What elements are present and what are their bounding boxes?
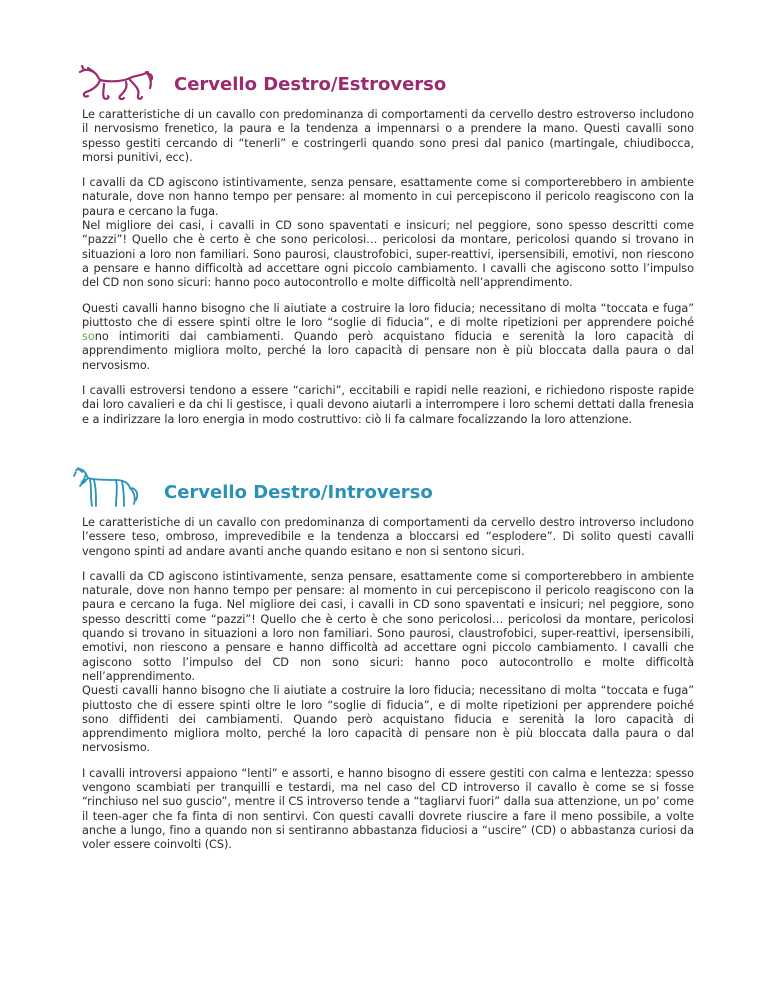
section-title: Cervello Destro/Introverso (164, 482, 433, 503)
paragraph: Le caratteristiche di un cavallo con predominanza di comportamenti da cervello destro introverso includono l’essere teso, ombroso, imprevedibile e la tendenza a bloccarsi ed “esplodere”. Di solito questi cavalli vengono spinti ad andare avanti anche quando esitano e non si sentono sicuri. (82, 516, 694, 558)
paragraph-with-highlight (82, 302, 694, 373)
standing-horse-icon (72, 466, 142, 512)
paragraph: I cavalli estroversi tendono a essere “carichi”, eccitabili e rapidi nelle reazioni, e richiedono risposte rapide dai loro cavalieri e da chi li gestisce, i quali devono aiutarli a interrompere i loro schemi dettati dalla frenesia e a indirizzare la loro energia in modo costruttivo: ciò li fa calmare focalizzando la loro attenzione. (82, 384, 694, 426)
section-heading (82, 62, 694, 102)
paragraph: I cavalli da CD agiscono istintivamente, senza pensare, esattamente come si comporterebbero in ambiente naturale, dove non hanno tempo per pensare: al momento in cui percepiscono il pericolo reagiscono con la paura e cercano la fuga. Nel migliore dei casi, i cavalli in CD sono spaventati e insicuri; nel peggiore, sono spesso descritti come “pazzi”! Quello che è certo è che sono pericolosi… pericolosi da montare, pericolosi quando si trovano in situazioni a loro non familiari. Sono paurosi, claustrofobici, super-reattivi, ipersensibili, emotivi, non riescono a pensare e hanno difficoltà ad accettare ogni piccolo cambiamento. I cavalli che agiscono sotto l’impulso del CD non sono sicuri: hanno poco autocontrollo e molte difficoltà nell’apprendimento. (82, 569, 694, 683)
section-title: Cervello Destro/Estroverso (174, 74, 447, 95)
paragraph: Questi cavalli hanno bisogno che li aiutiate a costruire la loro fiducia; necessitano di molta “toccata e fuga” piuttosto che di essere spinti oltre le loro “soglie di fiducia”, e di molte ripetizioni per apprendere poiché sono diffidenti dei cambiamenti. Quando però acquistano fiducia e serenità la loro capacità di apprendimento migliora molto, perché la loro capacità di pensare non è più bloccata dalla paura o dal nervosismo. (82, 684, 694, 755)
section-right-brain-introvert (82, 470, 694, 864)
paragraph: I cavalli da CD agiscono istintivamente, senza pensare, esattamente come si comporterebbero in ambiente naturale, dove non hanno tempo per pensare: al momento in cui percepiscono il pericolo reagiscono con la paura e cercano la fuga. (82, 176, 694, 218)
text-run: no intimoriti dai cambiamenti. Quando però acquistano fiducia e serenità la loro capacità di apprendimento migliora molto, perché la loro capacità di pensare non è più bloccata dalla paura o dal nervosismo. (82, 330, 694, 372)
text-run: Questi cavalli hanno bisogno che li aiutiate a costruire la loro fiducia; necessitano di molta “toccata e fuga” piuttosto che di essere spinti oltre le loro “soglie di fiducia”, e di molte ripetizioni per apprendere poiché (82, 301, 694, 329)
paragraph: Le caratteristiche di un cavallo con predominanza di comportamenti da cervello destro estroverso includono il nervosismo frenetico, la paura e la tendenza a impennarsi o a prendere la mano. Questi cavalli sono spesso gestiti cercando di “tenerli” e costringerli quando sono presi dal panico (martingale, chiudibocca, morsi punitivi, ecc). (82, 108, 694, 164)
paragraph: I cavalli introversi appaiono “lenti” e assorti, e hanno bisogno di essere gestiti con calma e lentezza: spesso vengono scambiati per tranquilli e testardi, ma nel caso del CD introverso il cavallo è come se si fosse “rinchiuso nel suo guscio”, mentre il CS introverso tende a “tagliarvi fuori” dalla sua attenzione, un po’ come il teen-ager che fa finta di non sentirvi. Con questi cavalli dovrete riuscire a fare il meno possibile, a volte anche a lungo, fino a quando non si sentiranno abbastanza fiduciosi a “uscire” (CD) o abbastanza curiosi da voler essere coinvolti (CS). (82, 766, 694, 852)
section-right-brain-extrovert (82, 62, 694, 438)
running-horse-icon (74, 62, 154, 106)
paragraph: Nel migliore dei casi, i cavalli in CD sono spaventati e insicuri; nel peggiore, sono spesso descritti come “pazzi”! Quello che è certo è che sono pericolosi… pericolosi da montare, pericolosi quando si trovano in situazioni a loro non familiari. Sono paurosi, claustrofobici, super-reattivi, ipersensibili, emotivi, non riescono a pensare e hanno difficoltà ad accettare ogni piccolo cambiamento. I cavalli che agiscono sotto l’impulso del CD non sono sicuri: hanno poco autocontrollo e molte difficoltà nell’apprendimento. (82, 219, 694, 290)
highlighted-text: so (82, 330, 95, 344)
section-body (82, 516, 694, 853)
section-heading (82, 470, 694, 510)
section-body (82, 108, 694, 427)
